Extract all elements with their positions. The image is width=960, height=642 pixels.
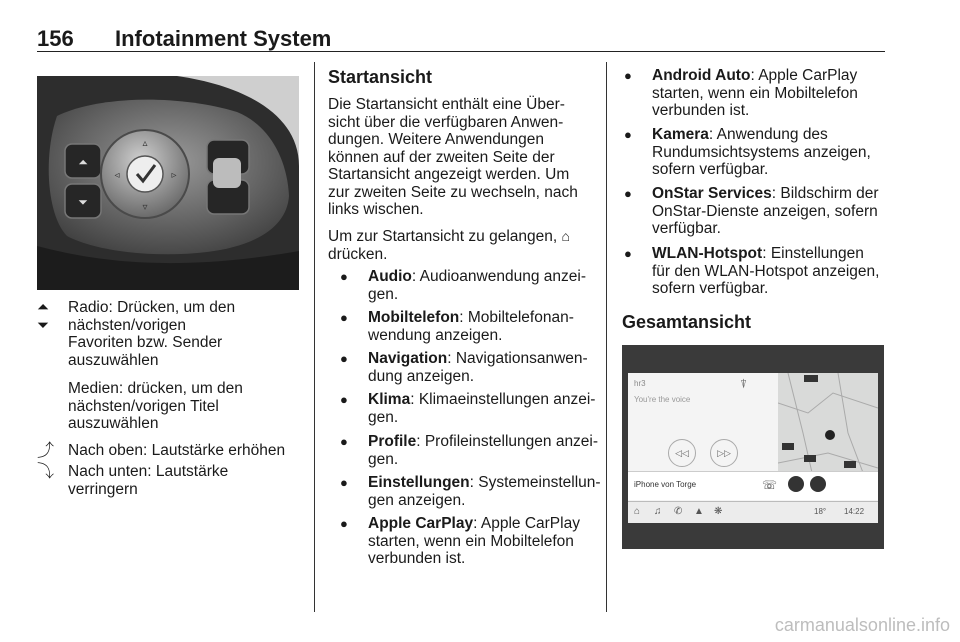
fan-icon: ❋ [714,506,723,517]
list-item: ● OnStar Services: Bildschirm der OnStar-Dienste anzeigen, sofern verfügbar. [624,185,879,237]
phone-name: iPhone von Torge [634,480,697,489]
home-icon: ⌂ [561,228,570,244]
bottom-bar [628,501,878,523]
svg-text:▿: ▿ [142,202,148,213]
radio-seek-text: Radio: Drücken, um den nächsten/vorigen Favoriten bzw. Sender auszuwählen [68,299,236,369]
infotainment-screen-illustration [622,345,884,549]
list-item: ● WLAN-Hotspot: Einstellungen für den WLAN-Hotspot anzeigen, sofern verfügbar. [624,245,880,297]
clock: 14:22 [844,507,865,516]
list-item: ● Apple CarPlay: Apple CarPlay starten, wenn ein Mobiltelefon verbunden ist. [340,515,580,567]
list-item: ● Android Auto: Apple CarPlay starten, wenn ein Mobiltelefon verbunden ist. [624,67,858,119]
home-paragraph: Um zur Startansicht zu gelangen, ⌂ drücken. [328,228,570,263]
list-item: ● Profile: Profileinstellungen anzei- gen. [340,433,599,468]
volume-up-icon: ⤴ [37,441,54,460]
volume-down-icon: ⤵ [37,462,54,481]
volume-down-text: Nach unten: Lautstärke verringern [68,463,229,498]
list-item: ● Kamera: Anwendung des Rundumsichtsystems anzeigen, sofern verfügbar. [624,126,871,178]
list-item: ● Einstellungen: Systemeinstellun- gen anzeigen. [340,474,601,509]
info-icon [810,476,826,492]
watermark: carmanualsonline.info [774,615,950,635]
end-call-icon [788,476,804,492]
media-seek-text: Medien: drücken, um den nächsten/vorigen Titel auszuwählen [68,380,243,432]
list-item: ● Mobiltelefon: Mobiltelefonan- wendung anzeigen. [340,309,574,344]
list-item: ● Klima: Klimaeinstellungen anzei- gen. [340,391,596,426]
heading-gesamtansicht: Gesamtansicht [622,312,752,332]
svg-text:▵: ▵ [142,138,148,149]
temperature: 18° [814,507,827,516]
home-icon: ⌂ [634,506,641,517]
page-header [0,0,960,56]
header-rule [37,51,885,52]
screen-display [628,373,878,523]
call-icon: ☏ [762,478,778,492]
section-title: Infotainment System [115,26,332,51]
column-divider [314,62,315,612]
svg-text:⏷: ⏷ [78,195,88,209]
svg-text:⏶: ⏶ [78,155,88,169]
music-icon: ♫ [654,506,662,517]
antenna-icon: ⍒ [740,377,748,391]
intro-paragraph: Die Startansicht enthält eine Über- sicht über die verfügbaren Anwen- dungen. Weitere Anwendungen können auf der zweiten Seite der Startansicht angezeigt werden. Um zur zweiten Seite zu wechseln, nach links wischen. [328,96,578,218]
phone-icon: ✆ [674,506,683,517]
station-tagline: You're the voice [634,395,691,404]
page-number: 156 [37,26,74,51]
station-label: hr3 [634,379,646,388]
volume-up-text: Nach oben: Lautstärke erhöhen [68,442,286,459]
navigation-icon: ▲ [694,506,704,517]
phone-bar [628,471,878,500]
svg-text:▹: ▹ [171,170,177,181]
radio-seek-icons: ⏶ ⏷ [37,299,50,334]
list-item: ● Navigation: Navigationsanwen- dung anzeigen. [340,350,588,385]
heading-startansicht: Startansicht [328,67,433,87]
svg-text:◃: ◃ [114,170,120,181]
list-item: ● Audio: Audioanwendung anzei- gen. [340,268,586,303]
previous-icon: ◁◁ [668,439,696,467]
steering-wheel-illustration [37,76,299,290]
next-icon: ▷▷ [710,439,738,467]
